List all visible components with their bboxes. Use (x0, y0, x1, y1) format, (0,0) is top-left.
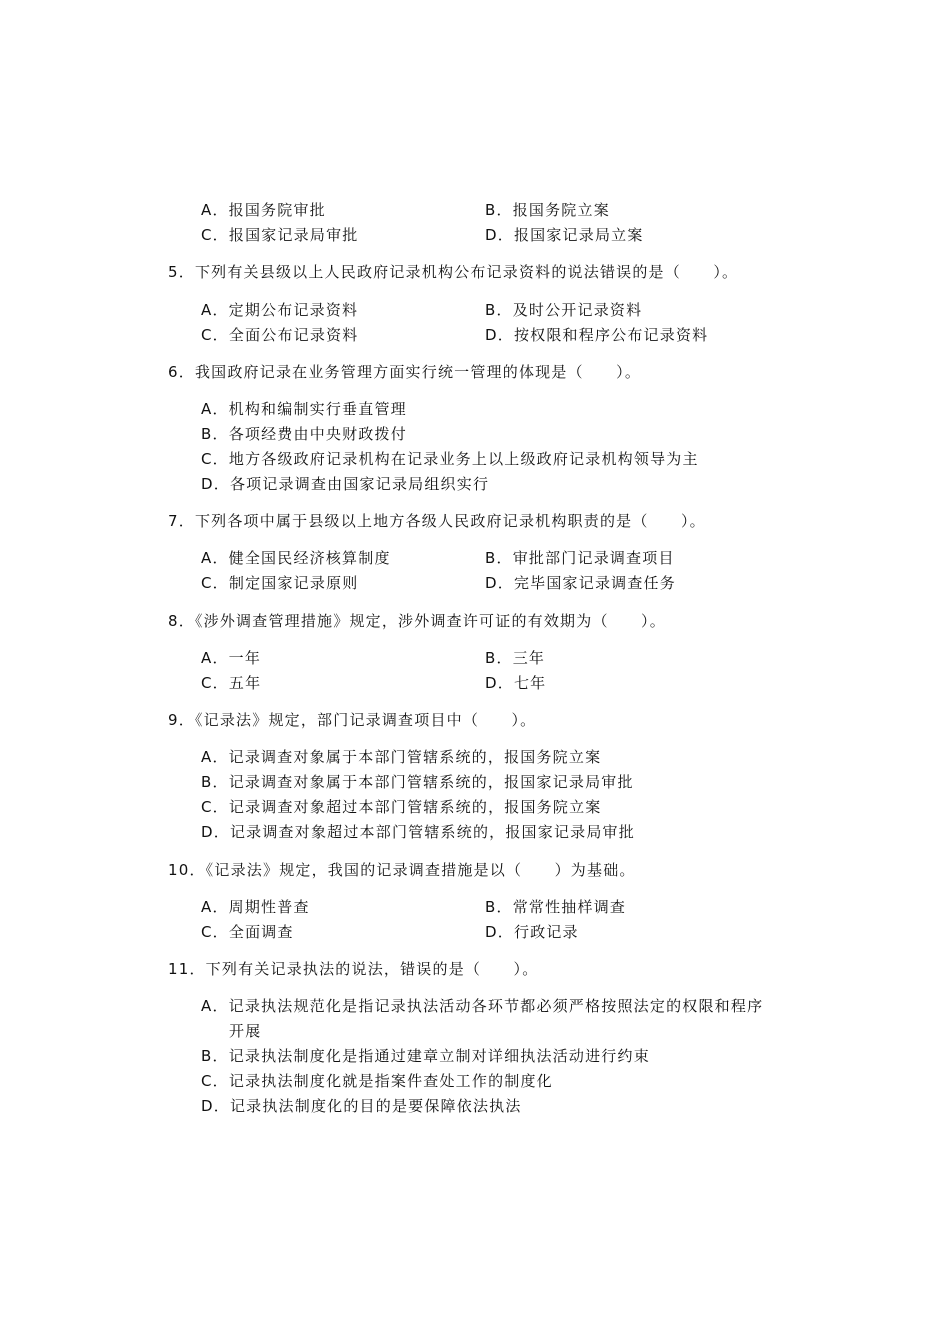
q9-option-c[interactable]: C．记录调查对象超过本部门管辖系统的，报国务院立案 (201, 798, 602, 816)
q10-option-c[interactable]: C．全面调查 (201, 923, 294, 941)
question-7: 7．下列各项中属于县级以上地方各级人民政府记录机构职责的是（ ）。 (168, 512, 706, 530)
q7-option-b[interactable]: B．审批部门记录调查项目 (485, 549, 675, 567)
q5-option-a[interactable]: A．定期公布记录资料 (201, 301, 359, 319)
q9-option-a[interactable]: A．记录调查对象属于本部门管辖系统的，报国务院立案 (201, 748, 602, 766)
q6-option-a[interactable]: A．机构和编制实行垂直管理 (201, 400, 407, 418)
q8-option-a[interactable]: A．一年 (201, 649, 262, 667)
q11-option-c[interactable]: C．记录执法制度化就是指案件查处工作的制度化 (201, 1072, 553, 1090)
q6-option-c[interactable]: C．地方各级政府记录机构在记录业务上以上级政府记录机构领导为主 (201, 450, 699, 468)
question-5: 5．下列有关县级以上人民政府记录机构公布记录资料的说法错误的是（ ）。 (168, 263, 739, 281)
q11-option-b[interactable]: B．记录执法制度化是指通过建章立制对详细执法活动进行约束 (201, 1047, 650, 1065)
question-10: 10．《记录法》规定，我国的记录调查措施是以（ ）为基础。 (168, 861, 636, 879)
q7-option-d[interactable]: D．完毕国家记录调查任务 (485, 574, 676, 592)
q11-option-d[interactable]: D．记录执法制度化的目的是要保障依法执法 (201, 1097, 522, 1115)
question-11: 11．下列有关记录执法的说法，错误的是（ ）。 (168, 960, 539, 978)
q10-option-d[interactable]: D．行政记录 (485, 923, 579, 941)
q6-option-b[interactable]: B．各项经费由中央财政拨付 (201, 425, 407, 443)
q6-option-d[interactable]: D．各项记录调查由国家记录局组织实行 (201, 475, 490, 493)
q8-option-d[interactable]: D．七年 (485, 674, 547, 692)
q5-option-b[interactable]: B．及时公开记录资料 (485, 301, 643, 319)
question-8: 8．《涉外调查管理措施》规定，涉外调查许可证的有效期为（ ）。 (168, 612, 666, 630)
q11-option-a[interactable]: A．记录执法规范化是指记录执法活动各环节都必须严格按照法定的权限和程序 (201, 997, 764, 1015)
q7-option-c[interactable]: C．制定国家记录原则 (201, 574, 359, 592)
q11-option-a-continuation[interactable]: 开展 (229, 1022, 262, 1040)
q9-option-b[interactable]: B．记录调查对象属于本部门管辖系统的，报国家记录局审批 (201, 773, 634, 791)
q4-option-c[interactable]: C．报国家记录局审批 (201, 226, 359, 244)
q7-option-a[interactable]: A．健全国民经济核算制度 (201, 549, 391, 567)
q4-option-d[interactable]: D．报国家记录局立案 (485, 226, 644, 244)
q9-option-d[interactable]: D．记录调查对象超过本部门管辖系统的，报国家记录局审批 (201, 823, 635, 841)
question-6: 6．我国政府记录在业务管理方面实行统一管理的体现是（ ）。 (168, 363, 642, 381)
q8-option-c[interactable]: C．五年 (201, 674, 262, 692)
q10-option-b[interactable]: B．常常性抽样调查 (485, 898, 627, 916)
q5-option-d[interactable]: D．按权限和程序公布记录资料 (485, 326, 709, 344)
q10-option-a[interactable]: A．周期性普查 (201, 898, 310, 916)
q4-option-a[interactable]: A．报国务院审批 (201, 201, 326, 219)
q5-option-c[interactable]: C．全面公布记录资料 (201, 326, 359, 344)
q8-option-b[interactable]: B．三年 (485, 649, 546, 667)
q4-option-b[interactable]: B．报国务院立案 (485, 201, 610, 219)
question-9: 9．《记录法》规定，部门记录调查项目中（ ）。 (168, 711, 537, 729)
